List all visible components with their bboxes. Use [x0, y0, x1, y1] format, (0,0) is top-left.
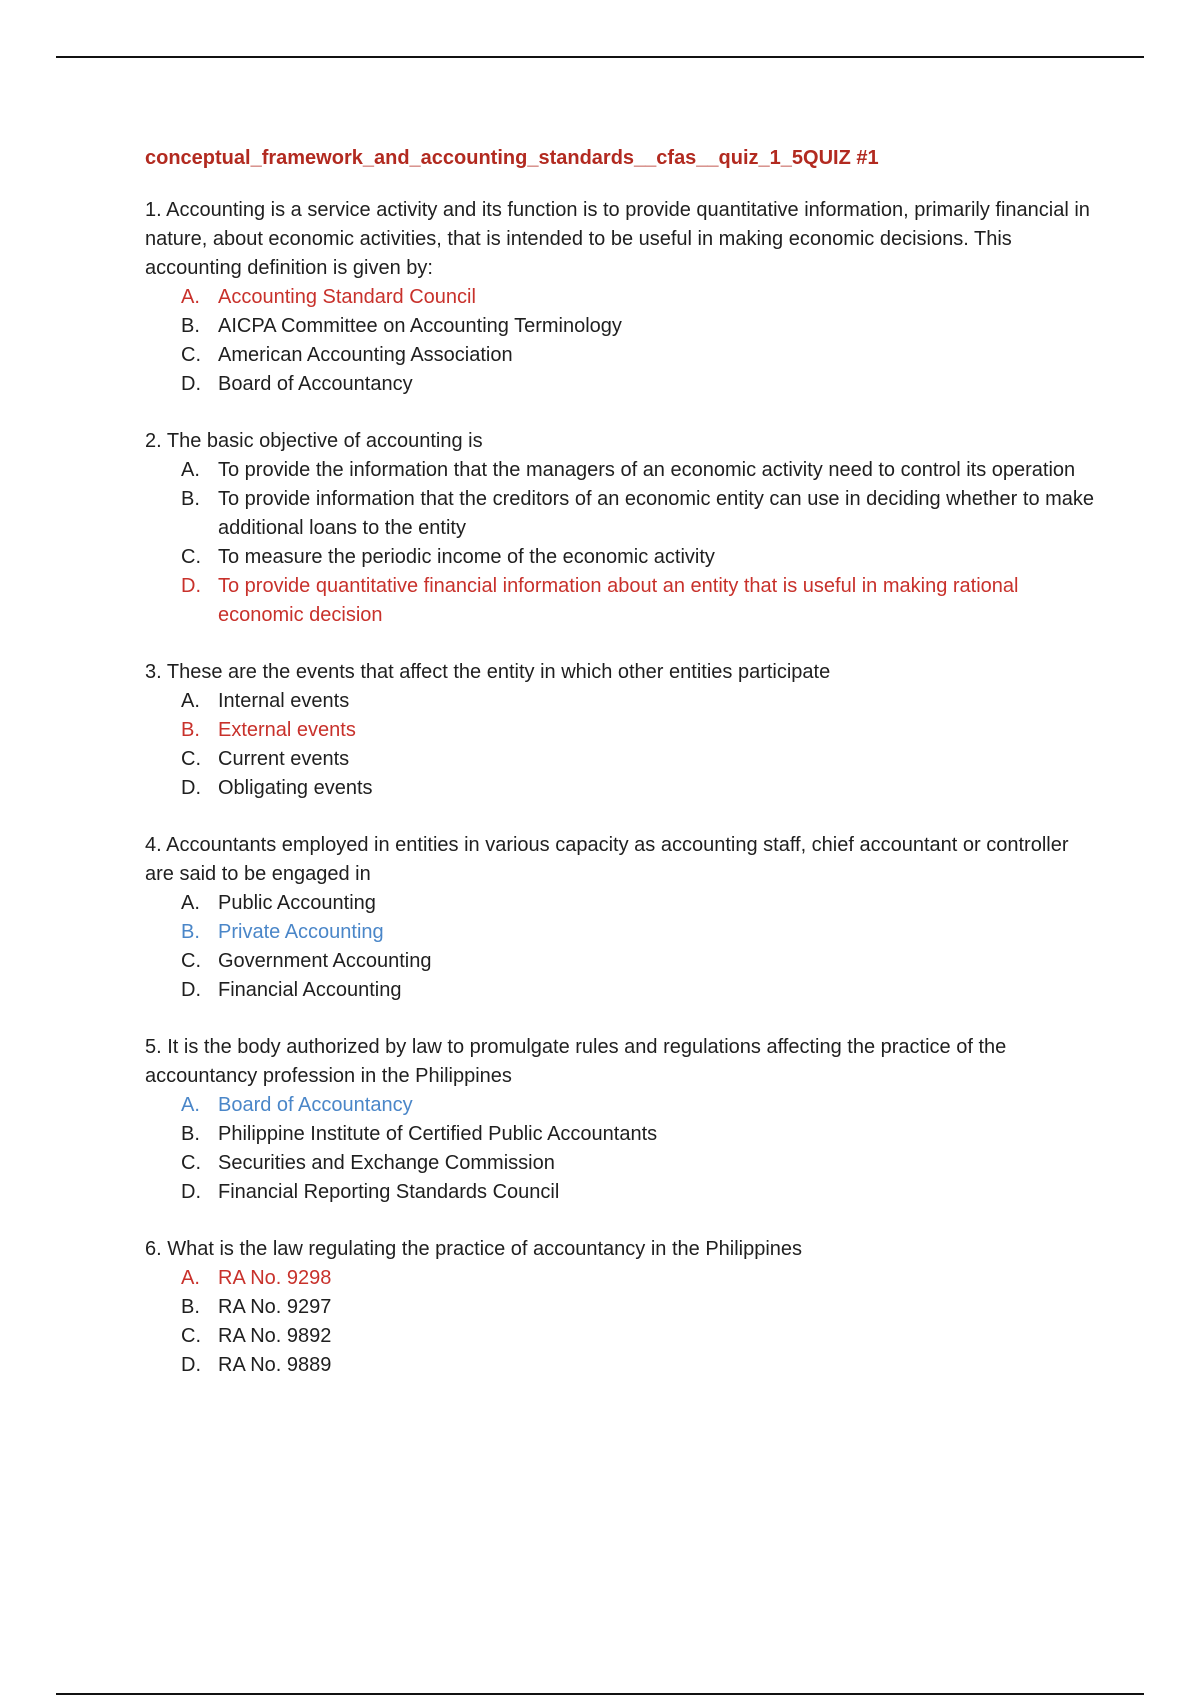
option-b: [145, 1293, 1095, 1322]
question-5: [145, 1033, 1095, 1207]
option-text: Securities and Exchange Commission: [218, 1152, 555, 1174]
option-text: RA No. 9889: [218, 1354, 332, 1376]
option-text: RA No. 9297: [218, 1296, 332, 1318]
option-letter: B.: [181, 1123, 200, 1145]
question-stem: 1. Accounting is a service activity and its function is to provide quantitative information, primarily financial in nature, about economic activities, that is intended to be useful in making economic decisions. This accounting definition is given by:: [145, 199, 1090, 279]
option-letter: D.: [181, 575, 201, 597]
document-body: [145, 144, 1095, 1408]
option-letter: C.: [181, 1325, 201, 1347]
option-list: [145, 1264, 1095, 1380]
option-text: Private Accounting: [218, 921, 384, 943]
option-text: Board of Accountancy: [218, 1094, 413, 1116]
option-d: [145, 774, 1095, 803]
question-stem: 2. The basic objective of accounting is: [145, 430, 483, 452]
option-letter: B.: [181, 921, 200, 943]
option-c: [145, 1149, 1095, 1178]
option-letter: C.: [181, 748, 201, 770]
option-text: To measure the periodic income of the economic activity: [218, 546, 715, 568]
option-text: American Accounting Association: [218, 344, 513, 366]
bottom-rule: [56, 1693, 1144, 1695]
document-title: conceptual_framework_and_accounting_standards__cfas__quiz_1_5QUIZ #1: [145, 147, 879, 169]
option-d: [145, 976, 1095, 1005]
option-text: Current events: [218, 748, 350, 770]
option-d: [145, 1351, 1095, 1380]
option-d: [145, 370, 1095, 399]
option-letter: A.: [181, 1267, 200, 1289]
question-1: [145, 196, 1095, 399]
option-list: [145, 889, 1095, 1005]
option-letter: B.: [181, 1296, 200, 1318]
option-d: [145, 572, 1095, 630]
option-letter: D.: [181, 373, 201, 395]
option-letter: D.: [181, 1354, 201, 1376]
option-text: Government Accounting: [218, 950, 432, 972]
option-b: [145, 485, 1095, 543]
option-text: Financial Accounting: [218, 979, 402, 1001]
question-6: [145, 1235, 1095, 1380]
option-letter: D.: [181, 777, 201, 799]
option-c: [145, 543, 1095, 572]
option-text: RA No. 9892: [218, 1325, 332, 1347]
option-letter: B.: [181, 719, 200, 741]
option-list: [145, 1091, 1095, 1207]
question-list: [145, 196, 1095, 1380]
option-c: [145, 947, 1095, 976]
question-2: [145, 427, 1095, 630]
option-letter: A.: [181, 892, 200, 914]
option-letter: C.: [181, 546, 201, 568]
option-a: [145, 1091, 1095, 1120]
option-text: To provide information that the creditors of an economic entity can use in deciding whether to make additional loans to the entity: [218, 488, 1095, 539]
option-letter: C.: [181, 1152, 201, 1174]
option-b: [145, 918, 1095, 947]
question-stem: 4. Accountants employed in entities in various capacity as accounting staff, chief accountant or controller are said to be engaged in: [145, 834, 1069, 885]
question-stem: 5. It is the body authorized by law to promulgate rules and regulations affecting the practice of the accountancy profession in the Philippines: [145, 1036, 1007, 1087]
option-text: External events: [218, 719, 356, 741]
option-letter: A.: [181, 690, 200, 712]
option-a: [145, 283, 1095, 312]
option-list: [145, 456, 1095, 630]
option-b: [145, 1120, 1095, 1149]
option-text: RA No. 9298: [218, 1267, 332, 1289]
option-text: Internal events: [218, 690, 350, 712]
option-letter: C.: [181, 344, 201, 366]
option-letter: D.: [181, 979, 201, 1001]
option-a: [145, 889, 1095, 918]
option-text: To provide quantitative financial information about an entity that is useful in making rational economic decision: [218, 575, 1019, 626]
option-b: [145, 312, 1095, 341]
option-letter: B.: [181, 315, 200, 337]
top-rule: [56, 56, 1144, 58]
option-text: To provide the information that the managers of an economic activity need to control its operation: [218, 459, 1076, 481]
option-b: [145, 716, 1095, 745]
question-4: [145, 831, 1095, 1005]
option-letter: A.: [181, 1094, 200, 1116]
question-3: [145, 658, 1095, 803]
option-c: [145, 341, 1095, 370]
option-a: [145, 1264, 1095, 1293]
option-text: Financial Reporting Standards Council: [218, 1181, 560, 1203]
option-text: Accounting Standard Council: [218, 286, 476, 308]
question-stem: 6. What is the law regulating the practice of accountancy in the Philippines: [145, 1238, 803, 1260]
question-stem: 3. These are the events that affect the entity in which other entities participate: [145, 661, 831, 683]
option-text: Obligating events: [218, 777, 373, 799]
option-letter: A.: [181, 286, 200, 308]
option-letter: A.: [181, 459, 200, 481]
option-a: [145, 687, 1095, 716]
option-c: [145, 745, 1095, 774]
option-list: [145, 687, 1095, 803]
option-letter: B.: [181, 488, 200, 510]
option-letter: C.: [181, 950, 201, 972]
option-list: [145, 283, 1095, 399]
option-text: Philippine Institute of Certified Public Accountants: [218, 1123, 658, 1145]
option-letter: D.: [181, 1181, 201, 1203]
option-text: Public Accounting: [218, 892, 376, 914]
option-d: [145, 1178, 1095, 1207]
option-c: [145, 1322, 1095, 1351]
option-text: Board of Accountancy: [218, 373, 413, 395]
option-text: AICPA Committee on Accounting Terminology: [218, 315, 622, 337]
option-a: [145, 456, 1095, 485]
